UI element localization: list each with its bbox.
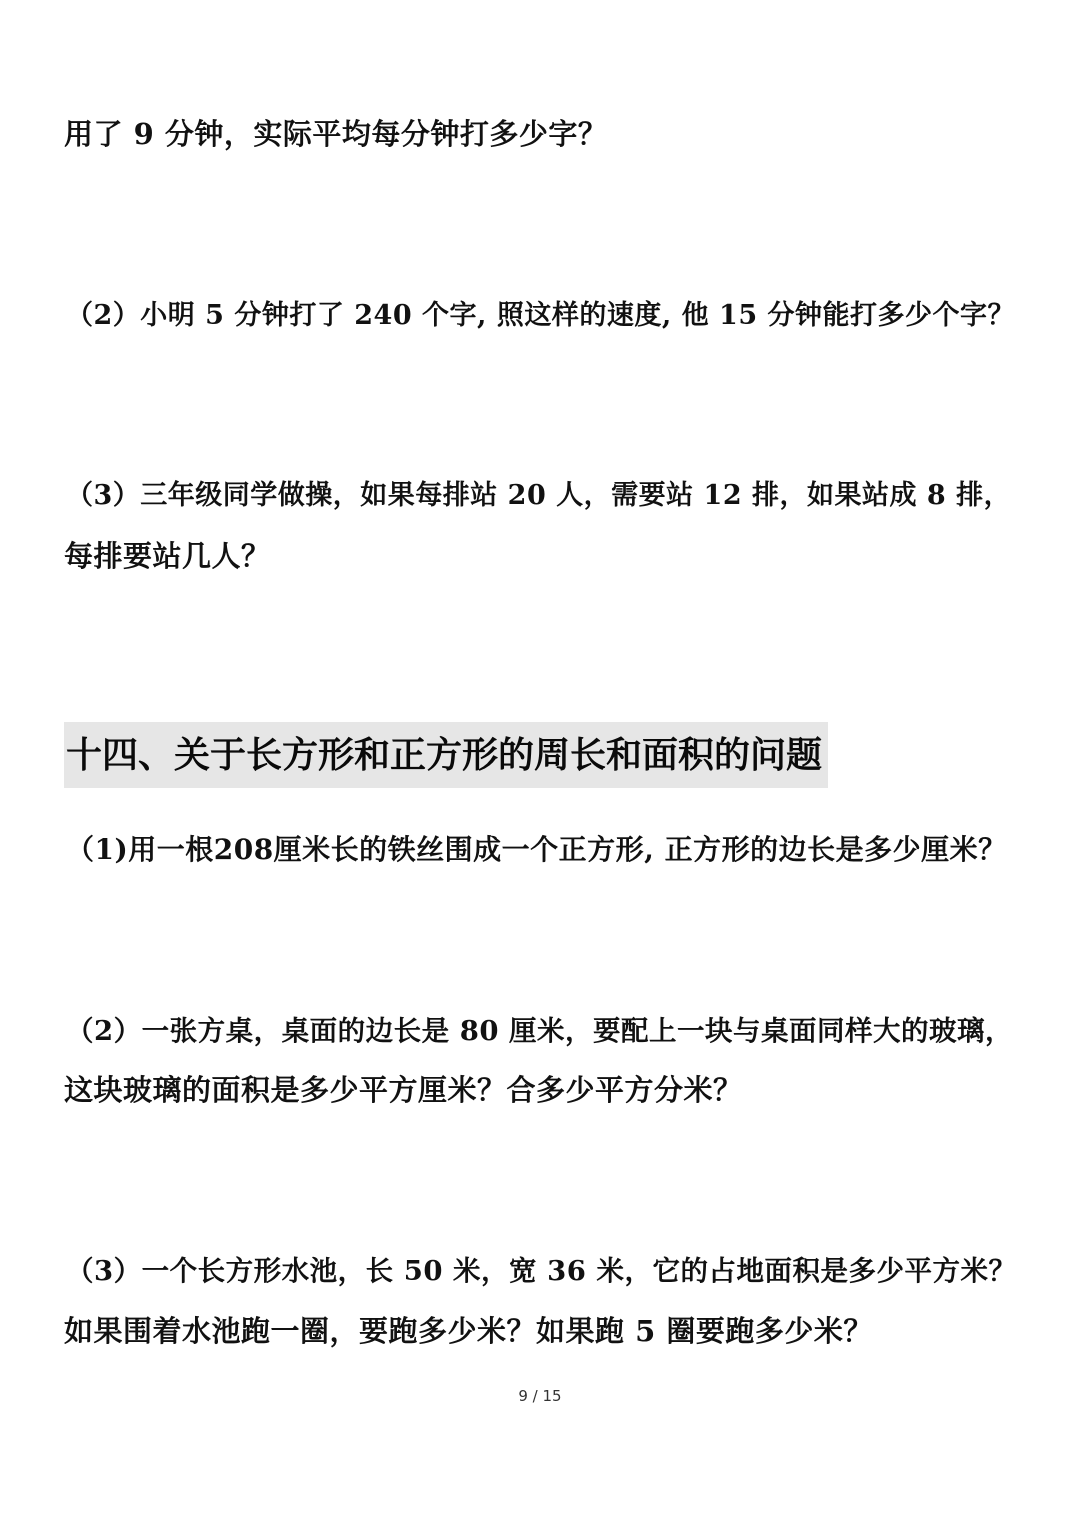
question-continuation: 用了 9 分钟，实际平均每分钟打多少字？ [64,117,608,151]
section-question-3-line-1: （3）一个长方形水池，长 50 米，宽 36 米，它的占地面积是多少平方米？ [66,1255,1017,1287]
page-number: 9 / 15 [518,1387,562,1405]
section-heading: 十四、关于长方形和正方形的周长和面积的问题 [64,722,828,788]
section-question-1: （1)用一根208厘米长的铁丝围成一个正方形, 正方形的边长是多少厘米？ [66,833,1007,866]
section-question-3-line-2: 如果围着水池跑一圈，要跑多少米？如果跑 5 圈要跑多少米？ [64,1314,873,1348]
question-3-line-1: （3）三年级同学做操，如果每排站 20 人，需要站 12 排，如果站成 8 排， [66,480,1012,511]
section-question-2-line-1: （2）一张方桌，桌面的边长是 80 厘米，要配上一块与桌面同样大的玻璃， [66,1015,1014,1047]
section-question-2-line-2: 这块玻璃的面积是多少平方厘米？合多少平方分米？ [64,1073,743,1107]
question-3-line-2: 每排要站几人？ [64,539,271,573]
question-2: （2）小明 5 分钟打了 240 个字, 照这样的速度, 他 15 分钟能打多少个字？ [66,300,1016,331]
